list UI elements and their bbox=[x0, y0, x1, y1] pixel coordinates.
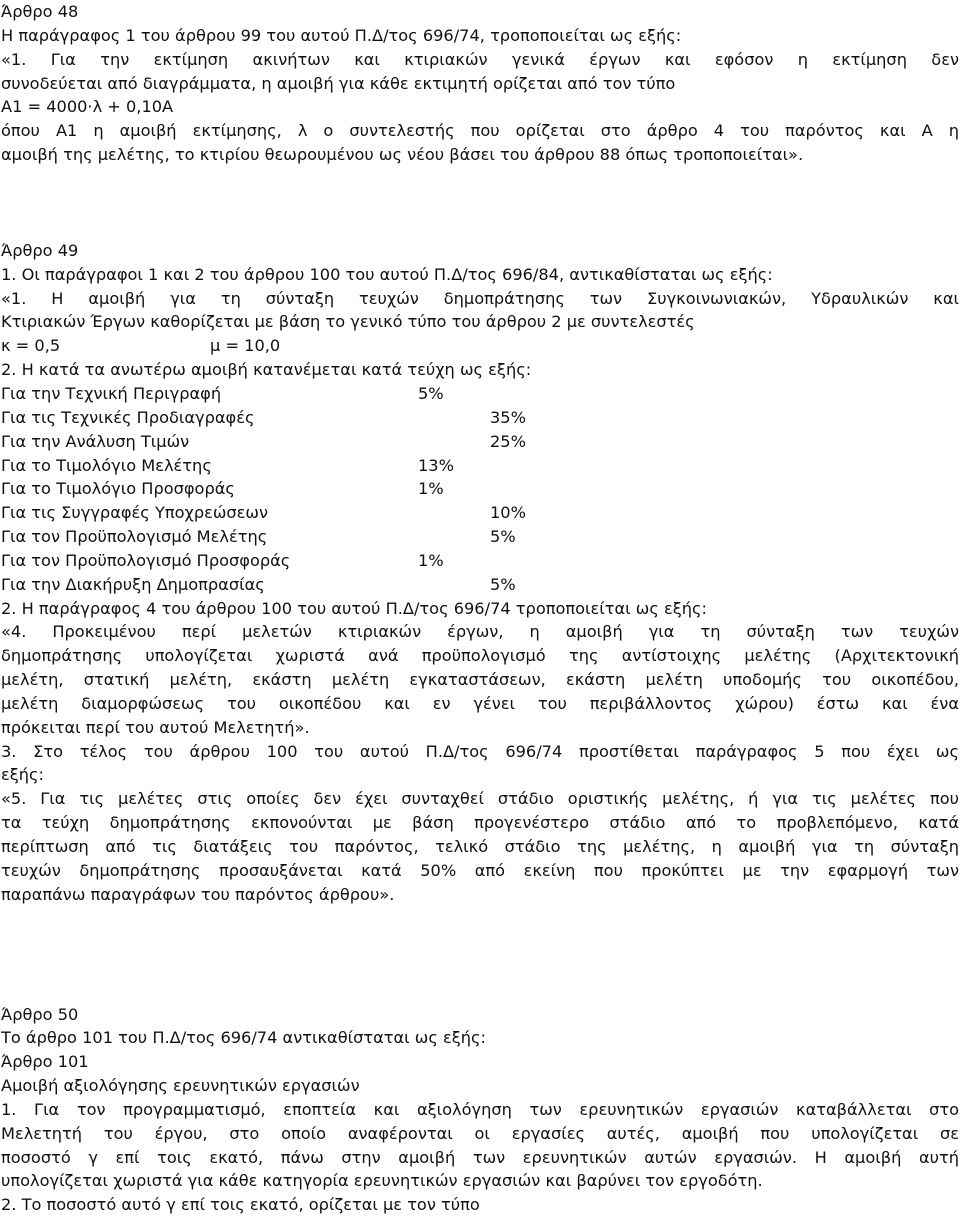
allocation-row bbox=[1, 525, 959, 549]
allocation-row bbox=[1, 501, 959, 525]
text-line: Το άρθρο 101 του Π.Δ/τος 696/74 αντικαθίσταται ως εξής: bbox=[1, 1028, 486, 1048]
article-heading: Άρθρο 49 bbox=[1, 240, 79, 260]
text-line: εξής: bbox=[1, 765, 44, 785]
text-line: 1. Για τον προγραμματισμό, εποπτεία και αξιολόγηση των ερευνητικών εργασιών καταβάλλεται στο bbox=[1, 1099, 959, 1119]
allocation-label: Για το Τιμολόγιο Μελέτης bbox=[1, 455, 212, 475]
allocation-percent: 35% bbox=[490, 407, 526, 427]
allocation-percent: 25% bbox=[490, 431, 526, 451]
text-line: Αμοιβή αξιολόγησης ερευνητικών εργασιών bbox=[1, 1076, 360, 1096]
allocation-percent: 10% bbox=[490, 503, 526, 523]
allocation-label: Για το Τιμολόγιο Προσφοράς bbox=[1, 479, 235, 499]
text-line: πρόκειται περί του αυτού Μελετητή». bbox=[1, 717, 310, 737]
text-line: «4. Προκειμένου περί μελετών κτιριακών έργων, η αμοιβή για τη σύνταξη των τευχών bbox=[1, 622, 959, 642]
allocation-row bbox=[1, 430, 959, 454]
text-line: «1. Η αμοιβή για τη σύνταξη τευχών δημοπράτησης των Συγκοινωνιακών, Υδραυλικών και bbox=[1, 288, 959, 308]
text-line: ποσοστό γ επί τοις εκατό, πάνω στην αμοιβή των ερευνητικών αυτών εργασιών. Η αμοιβή αυτή bbox=[1, 1147, 959, 1167]
text-line: «5. Για τις μελέτες στις οποίες δεν έχει συνταχθεί στάδιο οριστικής μελέτης, ή για τις μελέτες που bbox=[1, 789, 959, 809]
text-line: δημοπράτησης υπολογίζεται χωριστά ανά προϋπολογισμό της αντίστοιχης μελέτης (Αρχιτεκτονική bbox=[1, 646, 959, 666]
allocation-row bbox=[1, 549, 959, 573]
text-line: 1. Οι παράγραφοι 1 και 2 του άρθρου 100 του αυτού Π.Δ/τος 696/84, αντικαθίσταται ως εξής: bbox=[1, 264, 773, 284]
text-line: υπολογίζεται χωριστά για κάθε κατηγορία ερευνητικών εργασιών και βαρύνει τον εργοδότη. bbox=[1, 1171, 763, 1191]
text-line: Η παράγραφος 1 του άρθρου 99 του αυτού Π.Δ/τος 696/74, τροποποιείται ως εξής: bbox=[1, 25, 682, 45]
section-gap bbox=[1, 907, 959, 1003]
allocation-label: Για τις Συγγραφές Υποχρεώσεων bbox=[1, 503, 269, 523]
text-line: Μελετητή του έργου, στο οποίο αναφέρονται οι εργασίες αυτές, αμοιβή που υπολογίζεται σε bbox=[1, 1123, 959, 1143]
text-line: «1. Για την εκτίμηση ακινήτων και κτιριακών γενικά έργων και εφόσον η εκτίμηση δεν bbox=[1, 49, 959, 69]
text-line: μελέτη, στατική μελέτη, εκάστη μελέτη εγκαταστάσεων, εκάστη μελέτη υποδομής του οικοπέδου, bbox=[1, 670, 959, 690]
text-line: τα τεύχη δημοπράτησης εκπονούνται με βάση προγενέστερο στάδιο από το προβλεπόμενο, κατά bbox=[1, 813, 959, 833]
coefficients-row bbox=[1, 334, 959, 358]
text-line: 2. Η κατά τα ανωτέρω αμοιβή κατανέμεται κατά τεύχη ως εξής: bbox=[1, 360, 532, 380]
allocation-percent: 5% bbox=[490, 574, 516, 594]
allocation-percent: 5% bbox=[418, 383, 444, 403]
text-line: όπου Α1 η αμοιβή εκτίμησης, λ ο συντελεστής που ορίζεται στο άρθρο 4 του παρόντος και Α η bbox=[1, 121, 959, 141]
text-line: Κτιριακών Έργων καθορίζεται με βάση το γενικό τύπο του άρθρου 2 με συντελεστές bbox=[1, 312, 695, 332]
allocation-label: Για τον Προϋπολογισμό Μελέτης bbox=[1, 527, 268, 547]
allocation-label: Για την Διακήρυξη Δημοπρασίας bbox=[1, 574, 265, 594]
text-line: 3. Στο τέλος του άρθρου 100 του αυτού Π.Δ/τος 696/74 προστίθεται παράγραφος 5 που έχει ως bbox=[1, 741, 959, 761]
article-heading: Άρθρο 50 bbox=[1, 1004, 79, 1024]
text-line: Α1 = 4000·λ + 0,10Α bbox=[1, 97, 174, 117]
allocation-row bbox=[1, 406, 959, 430]
allocation-label: Για την Ανάλυση Τιμών bbox=[1, 431, 190, 451]
text-line: μελέτη διαμορφώσεως του οικοπέδου και εν γένει του περιβάλλοντος χώρου) έστω και ένα bbox=[1, 693, 959, 713]
text-line: 2. Η παράγραφος 4 του άρθρου 100 του αυτού Π.Δ/τος 696/74 τροποποιείται ως εξής: bbox=[1, 598, 707, 618]
allocation-row bbox=[1, 382, 959, 406]
coefficient-k: κ = 0,5 bbox=[1, 336, 61, 356]
article-heading: Άρθρο 101 bbox=[1, 1052, 89, 1072]
article-heading: Άρθρο 48 bbox=[1, 2, 79, 21]
allocation-percent: 5% bbox=[490, 527, 516, 547]
coefficient-m: μ = 10,0 bbox=[210, 336, 281, 356]
text-line: 2. Το ποσοστό αυτό γ επί τοις εκατό, ορίζεται με τον τύπο bbox=[1, 1195, 480, 1215]
text-line: τευχών δημοπράτησης προσαυξάνεται κατά 50% από εκείνη που προκύπτει με την εφαρμογή των bbox=[1, 860, 959, 880]
allocation-percent: 1% bbox=[418, 479, 444, 499]
text-line: συνοδεύεται από διαγράμματα, η αμοιβή για κάθε εκτιμητή ορίζεται από τον τύπο bbox=[1, 73, 676, 93]
allocation-percent: 1% bbox=[418, 550, 444, 570]
allocation-label: Για τον Προϋπολογισμό Προσφοράς bbox=[1, 550, 291, 570]
allocation-row bbox=[1, 477, 959, 501]
text-line: περίπτωση από τις διατάξεις του παρόντος, τελικό στάδιο της μελέτης, η αμοιβή για τη σύνταξη bbox=[1, 837, 959, 856]
allocation-row bbox=[1, 454, 959, 478]
legal-document bbox=[1, 0, 959, 1217]
text-line: αμοιβή της μελέτης, το κτιρίου θεωρουμένου ως νέου βάσει του άρθρου 88 όπως τροποποιείται». bbox=[1, 145, 804, 165]
allocation-label: Για την Τεχνική Περιγραφή bbox=[1, 383, 222, 403]
allocation-row bbox=[1, 573, 959, 597]
section-gap bbox=[1, 167, 959, 239]
allocation-label: Για τις Τεχνικές Προδιαγραφές bbox=[1, 407, 255, 427]
allocation-percent: 13% bbox=[418, 455, 454, 475]
text-line: παραπάνω παραγράφων του παρόντος άρθρου». bbox=[1, 884, 395, 904]
